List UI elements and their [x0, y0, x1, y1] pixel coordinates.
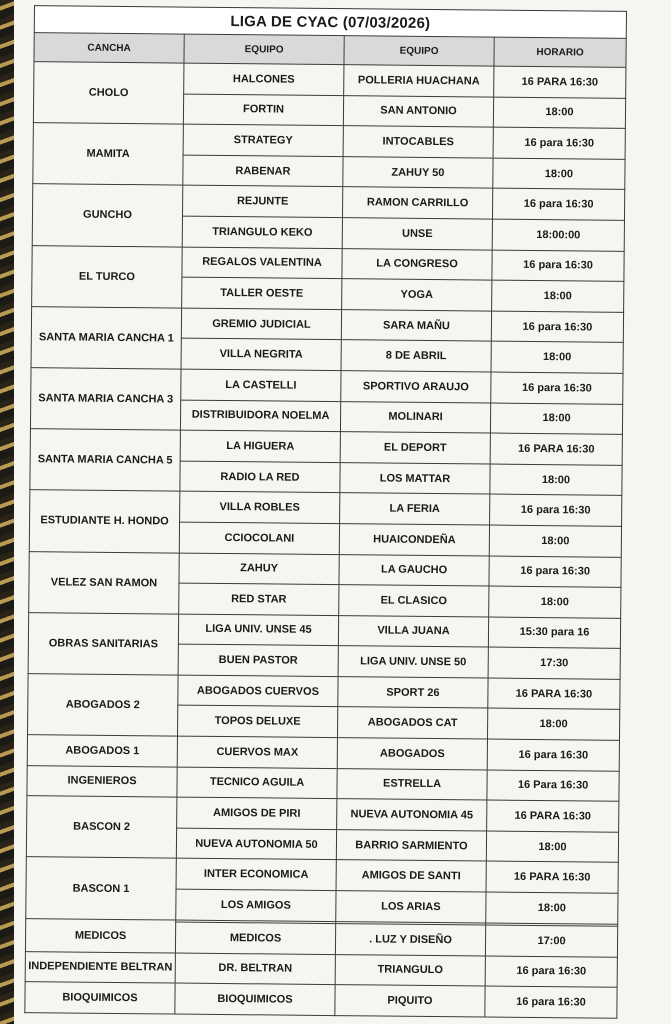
header-equipo-local: EQUIPO [184, 34, 344, 65]
match-row [25, 982, 617, 1019]
visiting-team-cell: EL CLASICO [339, 585, 489, 617]
visiting-team-cell: 8 DE ABRIL [341, 340, 491, 372]
visiting-team-cell: LIGA UNIV. UNSE 50 [338, 646, 488, 678]
match-row [33, 123, 625, 159]
local-team-cell: REJUNTE [182, 185, 342, 217]
header-horario: HORARIO [494, 37, 626, 67]
cancha-cell: ESTUDIANTE H. HONDO [29, 490, 180, 553]
header-cancha: CANCHA [34, 33, 184, 63]
local-team-cell: LA HIGUERA [180, 430, 340, 462]
local-team-cell: BIOQUIMICOS [175, 983, 335, 1015]
cancha-cell: MAMITA [33, 123, 184, 186]
local-team-cell: TALLER OESTE [182, 277, 342, 309]
local-team-cell: GREMIO JUDICIAL [181, 308, 341, 340]
visiting-team-cell: LA CONGRESO [342, 248, 492, 280]
match-row [31, 368, 623, 404]
local-team-cell: BUEN PASTOR [178, 644, 338, 676]
local-team-cell: DR. BELTRAN [175, 953, 335, 985]
time-cell: 18:00 [491, 341, 623, 373]
local-team-cell: ZAHUY [179, 553, 339, 585]
cancha-cell: INGENIEROS [27, 765, 177, 797]
local-team-cell: LOS AMIGOS [176, 889, 336, 921]
cancha-cell: ABOGADOS 2 [28, 674, 179, 737]
time-cell: 16 para 16:30 [490, 494, 622, 526]
time-cell: 18:00 [489, 525, 621, 557]
time-cell: 18:00 [487, 709, 619, 741]
visiting-team-cell: ZAHUY 50 [343, 156, 493, 188]
time-cell: 16 PARA 16:30 [488, 678, 620, 710]
local-team-cell: AMIGOS DE PIRI [177, 797, 337, 829]
cancha-cell: OBRAS SANITARIAS [28, 612, 179, 675]
time-cell: 16 PARA 16:30 [487, 800, 619, 832]
time-cell: 16 para 16:30 [491, 311, 623, 343]
match-row [28, 612, 620, 648]
time-cell: 16 para 16:30 [489, 556, 621, 588]
schedule-table [24, 5, 627, 1019]
match-row [27, 796, 619, 832]
time-cell: 18:00:00 [492, 219, 624, 251]
visiting-team-cell: TRIANGULO [335, 954, 485, 986]
local-team-cell: NUEVA AUTONOMIA 50 [176, 828, 336, 860]
time-cell: 18:00 [493, 97, 625, 129]
time-cell: 16 para 16:30 [492, 188, 624, 220]
time-cell: 18:00 [486, 892, 618, 924]
cancha-cell: SANTA MARIA CANCHA 3 [30, 368, 181, 431]
time-cell: 16 para 16:30 [491, 372, 623, 404]
cancha-cell: INDEPENDIENTE BELTRAN [25, 951, 175, 983]
match-row [30, 429, 622, 465]
local-team-cell: STRATEGY [183, 124, 343, 156]
visiting-team-cell: PIQUITO [335, 985, 485, 1017]
visiting-team-cell: SPORT 26 [338, 676, 488, 708]
visiting-team-cell: ESTRELLA [337, 768, 487, 800]
local-team-cell: FORTIN [183, 94, 343, 126]
cancha-cell: SANTA MARIA CANCHA 5 [30, 429, 181, 492]
match-row [32, 245, 624, 281]
local-team-cell: VILLA ROBLES [180, 491, 340, 523]
local-team-cell: RADIO LA RED [180, 461, 340, 493]
visiting-team-cell: RAMON CARRILLO [342, 187, 492, 219]
cancha-cell: MEDICOS [25, 918, 175, 952]
time-cell: 17:00 [485, 925, 617, 957]
cancha-cell: VELEZ SAN RAMON [29, 551, 180, 614]
cancha-cell: BASCON 1 [26, 857, 177, 920]
cancha-cell: BIOQUIMICOS [25, 982, 175, 1014]
local-team-cell: REGALOS VALENTINA [182, 247, 342, 279]
match-row [28, 674, 620, 710]
cancha-cell: EL TURCO [32, 245, 183, 308]
visiting-team-cell: . LUZ Y DISEÑO [335, 924, 485, 956]
visiting-team-cell: ABOGADOS CAT [337, 707, 487, 739]
visiting-team-cell: SPORTIVO ARAUJO [341, 371, 491, 403]
time-cell: 18:00 [490, 403, 622, 435]
visiting-team-cell: AMIGOS DE SANTI [336, 860, 486, 892]
paper-sheet [14, 0, 671, 1024]
time-cell: 16 PARA 16:30 [486, 861, 618, 893]
local-team-cell: TOPOS DELUXE [178, 706, 338, 738]
page-title: LIGA DE CYAC (07/03/2026) [34, 6, 626, 39]
visiting-team-cell: VILLA JUANA [338, 615, 488, 647]
time-cell: 18:00 [493, 158, 625, 190]
local-team-cell: CUERVOS MAX [177, 736, 337, 768]
match-row [34, 62, 626, 98]
match-row [30, 490, 622, 526]
local-team-cell: LA CASTELLI [181, 369, 341, 401]
time-cell: 16 para 16:30 [493, 127, 625, 159]
visiting-team-cell: YOGA [342, 279, 492, 311]
time-cell: 16 PARA 16:30 [490, 433, 622, 465]
visiting-team-cell: MOLINARI [340, 401, 490, 433]
cancha-cell: BASCON 2 [26, 796, 177, 859]
local-team-cell: LIGA UNIV. UNSE 45 [178, 614, 338, 646]
match-row [26, 857, 618, 893]
time-cell: 18:00 [486, 831, 618, 863]
visiting-team-cell: POLLERIA HUACHANA [344, 65, 494, 97]
header-equipo-visitante: EQUIPO [344, 36, 494, 66]
local-team-cell: HALCONES [184, 63, 344, 95]
time-cell: 18:00 [490, 464, 622, 496]
cancha-cell: ABOGADOS 1 [27, 735, 177, 767]
local-team-cell: CCIOCOLANI [179, 522, 339, 554]
time-cell: 15:30 para 16 [488, 617, 620, 649]
visiting-team-cell: LA GAUCHO [339, 554, 489, 586]
time-cell: 16 para 16:30 [485, 956, 617, 988]
visiting-team-cell: SAN ANTONIO [343, 95, 493, 127]
local-team-cell: DISTRIBUIDORA NOELMA [180, 400, 340, 432]
local-team-cell: VILLA NEGRITA [181, 338, 341, 370]
visiting-team-cell: EL DEPORT [340, 432, 490, 464]
visiting-team-cell: LOS MATTAR [340, 462, 490, 494]
time-cell: 18:00 [489, 586, 621, 618]
cancha-cell: CHOLO [33, 62, 184, 125]
time-cell: 17:30 [488, 647, 620, 679]
local-team-cell: RED STAR [179, 583, 339, 615]
visiting-team-cell: INTOCABLES [343, 126, 493, 158]
visiting-team-cell: SARA MAÑU [341, 309, 491, 341]
local-team-cell: MEDICOS [175, 922, 335, 954]
match-row [33, 184, 625, 220]
local-team-cell: ABOGADOS CUERVOS [178, 675, 338, 707]
visiting-team-cell: BARRIO SARMIENTO [336, 829, 486, 861]
match-row [31, 306, 623, 342]
visiting-team-cell: LOS ARIAS [336, 891, 486, 923]
time-cell: 16 PARA 16:30 [494, 66, 626, 98]
time-cell: 16 para 16:30 [487, 739, 619, 771]
visiting-team-cell: HUAICONDEÑA [339, 524, 489, 556]
visiting-team-cell: NUEVA AUTONOMIA 45 [337, 799, 487, 831]
time-cell: 16 para 16:30 [492, 250, 624, 282]
cancha-cell: SANTA MARIA CANCHA 1 [31, 306, 182, 369]
visiting-team-cell: ABOGADOS [337, 738, 487, 770]
local-team-cell: TECNICO AGUILA [177, 767, 337, 799]
visiting-team-cell: LA FERIA [340, 493, 490, 525]
time-cell: 18:00 [492, 280, 624, 312]
time-cell: 16 para 16:30 [485, 986, 617, 1018]
match-row [29, 551, 621, 587]
cancha-cell: GUNCHO [32, 184, 183, 247]
local-team-cell: INTER ECONOMICA [176, 858, 336, 890]
local-team-cell: RABENAR [183, 155, 343, 187]
time-cell: 16 Para 16:30 [487, 770, 619, 802]
visiting-team-cell: UNSE [342, 218, 492, 250]
local-team-cell: TRIANGULO KEKO [182, 216, 342, 248]
